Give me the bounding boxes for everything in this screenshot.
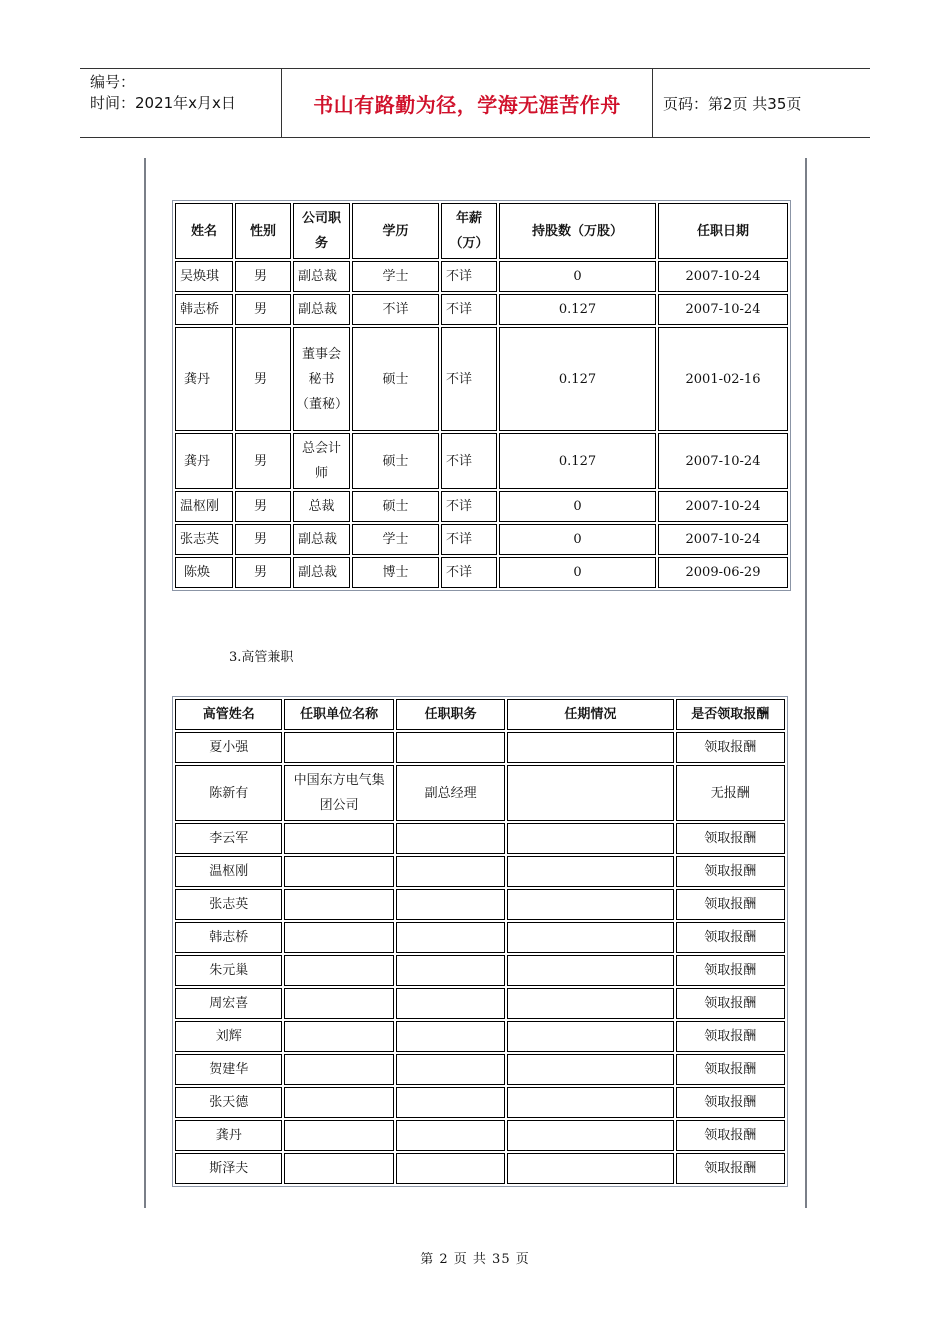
- cell-term: [507, 1120, 673, 1151]
- cell-start-date: 2007-10-24: [658, 261, 788, 292]
- cell-position: 副总裁: [293, 261, 350, 292]
- cell-term: [507, 732, 673, 763]
- cell-paid: 领取报酬: [676, 823, 785, 854]
- cell-salary: 不详: [441, 327, 497, 431]
- table-row: [175, 856, 785, 887]
- table-row: [175, 823, 785, 854]
- cell-role: 副总经理: [396, 765, 505, 821]
- cell-paid: 领取报酬: [676, 988, 785, 1019]
- header-time: 时间：2021年x月x日: [90, 94, 236, 112]
- cell-executive-name: 李云军: [175, 823, 282, 854]
- cell-name: 吴焕琪: [175, 261, 233, 292]
- cell-name: 龚丹: [175, 327, 233, 431]
- cell-role: [396, 823, 505, 854]
- cell-shares: 0: [499, 261, 656, 292]
- cell-employer: [284, 922, 393, 953]
- table-row: [175, 433, 788, 489]
- cell-education: 学士: [352, 524, 439, 555]
- cell-name: 龚丹: [175, 433, 233, 489]
- cell-role: [396, 856, 505, 887]
- cell-gender: 男: [235, 327, 291, 431]
- cell-start-date: 2001-02-16: [658, 327, 788, 431]
- cell-executive-name: 贺建华: [175, 1054, 282, 1085]
- cell-education: 博士: [352, 557, 439, 588]
- cell-gender: 男: [235, 557, 291, 588]
- cell-gender: 男: [235, 433, 291, 489]
- cell-term: [507, 988, 673, 1019]
- cell-term: [507, 1153, 673, 1184]
- col-header-name: 姓名: [175, 203, 233, 259]
- cell-paid: 领取报酬: [676, 1021, 785, 1052]
- cell-start-date: 2009-06-29: [658, 557, 788, 588]
- table-row: [175, 889, 785, 920]
- cell-term: [507, 922, 673, 953]
- cell-shares: 0: [499, 524, 656, 555]
- col-header-salary: 年薪（万）: [441, 203, 497, 259]
- table-row: [175, 1087, 785, 1118]
- cell-executive-name: 韩志桥: [175, 922, 282, 953]
- cell-executive-name: 朱元巢: [175, 955, 282, 986]
- cell-name: 张志英: [175, 524, 233, 555]
- cell-employer: [284, 889, 393, 920]
- cell-start-date: 2007-10-24: [658, 491, 788, 522]
- cell-paid: 领取报酬: [676, 732, 785, 763]
- cell-salary: 不详: [441, 433, 497, 489]
- cell-executive-name: 龚丹: [175, 1120, 282, 1151]
- cell-education: 硕士: [352, 491, 439, 522]
- table-row: [175, 491, 788, 522]
- header-motto: 书山有路勤为径，学海无涯苦作舟: [281, 69, 653, 137]
- table-row: [175, 988, 785, 1019]
- cell-gender: 男: [235, 261, 291, 292]
- cell-term: [507, 823, 673, 854]
- cell-employer: [284, 1120, 393, 1151]
- table-row: [175, 327, 788, 431]
- cell-role: [396, 732, 505, 763]
- col-header-role: 任职职务: [396, 699, 505, 730]
- cell-employer: [284, 988, 393, 1019]
- cell-gender: 男: [235, 491, 291, 522]
- col-header-education: 学历: [352, 203, 439, 259]
- col-header-gender: 性别: [235, 203, 291, 259]
- table-row: [175, 1021, 785, 1052]
- cell-paid: 领取报酬: [676, 1120, 785, 1151]
- table-row: [175, 1153, 785, 1184]
- right-margin-line: [805, 158, 807, 1208]
- cell-employer: [284, 955, 393, 986]
- cell-start-date: 2007-10-24: [658, 524, 788, 555]
- header-meta: [80, 69, 281, 137]
- cell-executive-name: 陈新有: [175, 765, 282, 821]
- table-row: [175, 261, 788, 292]
- cell-shares: 0: [499, 491, 656, 522]
- section-title: 3.高管兼职: [229, 650, 294, 665]
- cell-start-date: 2007-10-24: [658, 433, 788, 489]
- table-row: [175, 294, 788, 325]
- cell-position: 董事会秘书（董秘）: [293, 327, 350, 431]
- cell-salary: 不详: [441, 261, 497, 292]
- cell-employer: [284, 823, 393, 854]
- col-header-employer: 任职单位名称: [284, 699, 393, 730]
- cell-paid: 无报酬: [676, 765, 785, 821]
- cell-term: [507, 856, 673, 887]
- cell-executive-name: 温枢刚: [175, 856, 282, 887]
- cell-executive-name: 刘辉: [175, 1021, 282, 1052]
- cell-gender: 男: [235, 294, 291, 325]
- table-row: [175, 1120, 785, 1151]
- cell-role: [396, 988, 505, 1019]
- cell-role: [396, 1120, 505, 1151]
- table-row: [175, 765, 785, 821]
- cell-employer: [284, 856, 393, 887]
- header-page-info: 页码：第2页 共35页: [663, 94, 802, 113]
- cell-employer: 中国东方电气集团公司: [284, 765, 393, 821]
- cell-position: 总裁: [293, 491, 350, 522]
- cell-paid: 领取报酬: [676, 955, 785, 986]
- cell-shares: 0: [499, 557, 656, 588]
- cell-salary: 不详: [441, 557, 497, 588]
- cell-start-date: 2007-10-24: [658, 294, 788, 325]
- col-header-executive-name: 高管姓名: [175, 699, 282, 730]
- cell-name: 温枢刚: [175, 491, 233, 522]
- table-row: [175, 955, 785, 986]
- cell-education: 不详: [352, 294, 439, 325]
- cell-paid: 领取报酬: [676, 1054, 785, 1085]
- col-header-position: 公司职务: [293, 203, 350, 259]
- col-header-shares: 持股数（万股）: [499, 203, 656, 259]
- cell-term: [507, 889, 673, 920]
- cell-education: 硕士: [352, 327, 439, 431]
- cell-shares: 0.127: [499, 433, 656, 489]
- col-header-term: 任期情况: [507, 699, 673, 730]
- cell-executive-name: 周宏喜: [175, 988, 282, 1019]
- cell-name: 韩志桥: [175, 294, 233, 325]
- page-header: [80, 68, 870, 138]
- cell-role: [396, 1153, 505, 1184]
- table-row: [175, 557, 788, 588]
- cell-paid: 领取报酬: [676, 922, 785, 953]
- cell-salary: 不详: [441, 294, 497, 325]
- cell-role: [396, 1087, 505, 1118]
- page-footer: 第 2 页 共 35 页: [420, 1252, 530, 1267]
- cell-salary: 不详: [441, 491, 497, 522]
- concurrent-positions-table: [172, 696, 788, 1187]
- cell-role: [396, 889, 505, 920]
- cell-employer: [284, 732, 393, 763]
- cell-role: [396, 1054, 505, 1085]
- table-row: [175, 922, 785, 953]
- cell-role: [396, 955, 505, 986]
- cell-salary: 不详: [441, 524, 497, 555]
- cell-employer: [284, 1021, 393, 1052]
- cell-term: [507, 1087, 673, 1118]
- cell-position: 副总裁: [293, 524, 350, 555]
- cell-name: 陈焕: [175, 557, 233, 588]
- cell-paid: 领取报酬: [676, 856, 785, 887]
- table-header-row: [175, 203, 788, 259]
- cell-term: [507, 1021, 673, 1052]
- cell-role: [396, 922, 505, 953]
- cell-employer: [284, 1054, 393, 1085]
- cell-executive-name: 斯泽夫: [175, 1153, 282, 1184]
- col-header-start-date: 任职日期: [658, 203, 788, 259]
- left-margin-line: [144, 158, 146, 1208]
- cell-employer: [284, 1087, 393, 1118]
- header-number: 编号：: [90, 73, 136, 91]
- cell-paid: 领取报酬: [676, 889, 785, 920]
- cell-term: [507, 1054, 673, 1085]
- cell-term: [507, 955, 673, 986]
- cell-education: 硕士: [352, 433, 439, 489]
- cell-education: 学士: [352, 261, 439, 292]
- executive-table: [172, 200, 791, 591]
- cell-position: 副总裁: [293, 294, 350, 325]
- cell-gender: 男: [235, 524, 291, 555]
- cell-executive-name: 夏小强: [175, 732, 282, 763]
- cell-executive-name: 张天德: [175, 1087, 282, 1118]
- cell-paid: 领取报酬: [676, 1153, 785, 1184]
- cell-shares: 0.127: [499, 327, 656, 431]
- table-row: [175, 732, 785, 763]
- cell-position: 总会计师: [293, 433, 350, 489]
- cell-role: [396, 1021, 505, 1052]
- table-row: [175, 1054, 785, 1085]
- cell-executive-name: 张志英: [175, 889, 282, 920]
- cell-position: 副总裁: [293, 557, 350, 588]
- cell-paid: 领取报酬: [676, 1087, 785, 1118]
- cell-shares: 0.127: [499, 294, 656, 325]
- table-header-row: [175, 699, 785, 730]
- table-row: [175, 524, 788, 555]
- col-header-paid: 是否领取报酬: [676, 699, 785, 730]
- cell-employer: [284, 1153, 393, 1184]
- cell-term: [507, 765, 673, 821]
